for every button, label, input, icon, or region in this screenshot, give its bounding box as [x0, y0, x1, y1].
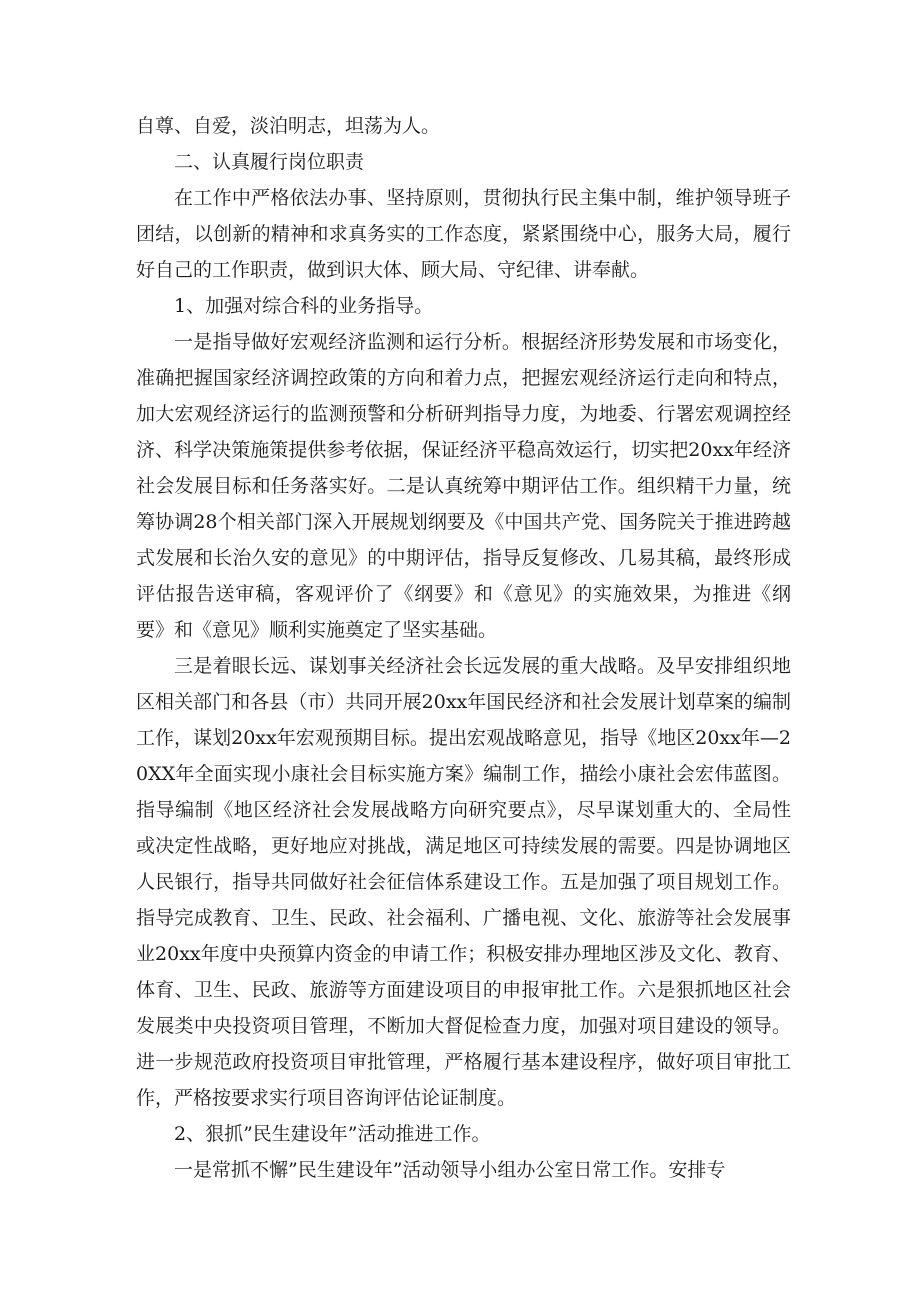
subheading-item-1: 1、加强对综合科的业务指导。	[174, 295, 434, 317]
paragraph-5: 一是指导做好宏观经济监测和运行分析。根据经济形势发展和市场变化，准确把握国家经济调控政策的方向和着力点，把握宏观经济运行走向和特点，加大宏观经济运行的监测预警和分析研判指导力度，为地委、行署宏观调控经济、科学决策施策提供参考依据，保证经济平稳高效运行，切实把20xx年经济社会发展目标和任务落实好。二是认真统筹中期评估工作。组织精干力量，统筹协调28个相关部门深入开展规划纲要及《中国共产党、国务院关于推进跨越式发展和长治久安的意见》的中期评估，指导反复修改、几易其稿，最终形成评估报告送审稿，客观评价了《纲要》和《意见》的实施效果，为推进《纲要》和《意见》顺利实施奠定了坚实基础。	[136, 331, 791, 641]
paragraph-3: 在工作中严格依法办事、坚持原则，贯彻执行民主集中制，维护领导班子团结，以创新的精神和求真务实的工作态度，紧紧围绕中心，服务大局，履行好自己的工作职责，做到识大体、顾大局、守纪律、讲奉献。	[136, 187, 791, 281]
paragraph-8: 一是常抓不懈”民生建设年”活动领导小组办公室日常工作。安排专	[174, 1159, 726, 1181]
paragraph-1: 自尊、自爱，淡泊明志，坦荡为人。	[136, 115, 441, 137]
paragraph-6: 三是着眼长远、谋划事关经济社会长远发展的重大战略。及早安排组织地区相关部门和各县（市）共同开展20xx年国民经济和社会发展计划草案的编制工作，谋划20xx年宏观预期目标。提出宏观战略意见，指导《地区20xx年—20XX年全面实现小康社会目标实施方案》编制工作，描绘小康社会宏伟蓝图。指导编制《地区经济社会发展战略方向研究要点》，尽早谋划重大的、全局性或决定性战略，更好地应对挑战，满足地区可持续发展的需要。四是协调地区人民银行，指导共同做好社会征信体系建设工作。五是加强了项目规划工作。指导完成教育、卫生、民政、社会福利、广播电视、文化、旅游等社会发展事业20xx年度中央预算内资金的申请工作；积极安排办理地区涉及文化、教育、体育、卫生、民政、旅游等方面建设项目的申报审批工作。六是狠抓地区社会发展类中央投资项目管理，不断加大督促检查力度，加强对项目建设的领导。进一步规范政府投资项目审批管理，严格履行基本建设程序，做好项目审批工作，严格按要求实行项目咨询评估论证制度。	[136, 655, 791, 1109]
document-body	[136, 108, 791, 1188]
section-heading-2: 二、认真履行岗位职责	[174, 151, 365, 173]
subheading-item-2: 2、狠抓”民生建设年”活动推进工作。	[174, 1123, 491, 1145]
